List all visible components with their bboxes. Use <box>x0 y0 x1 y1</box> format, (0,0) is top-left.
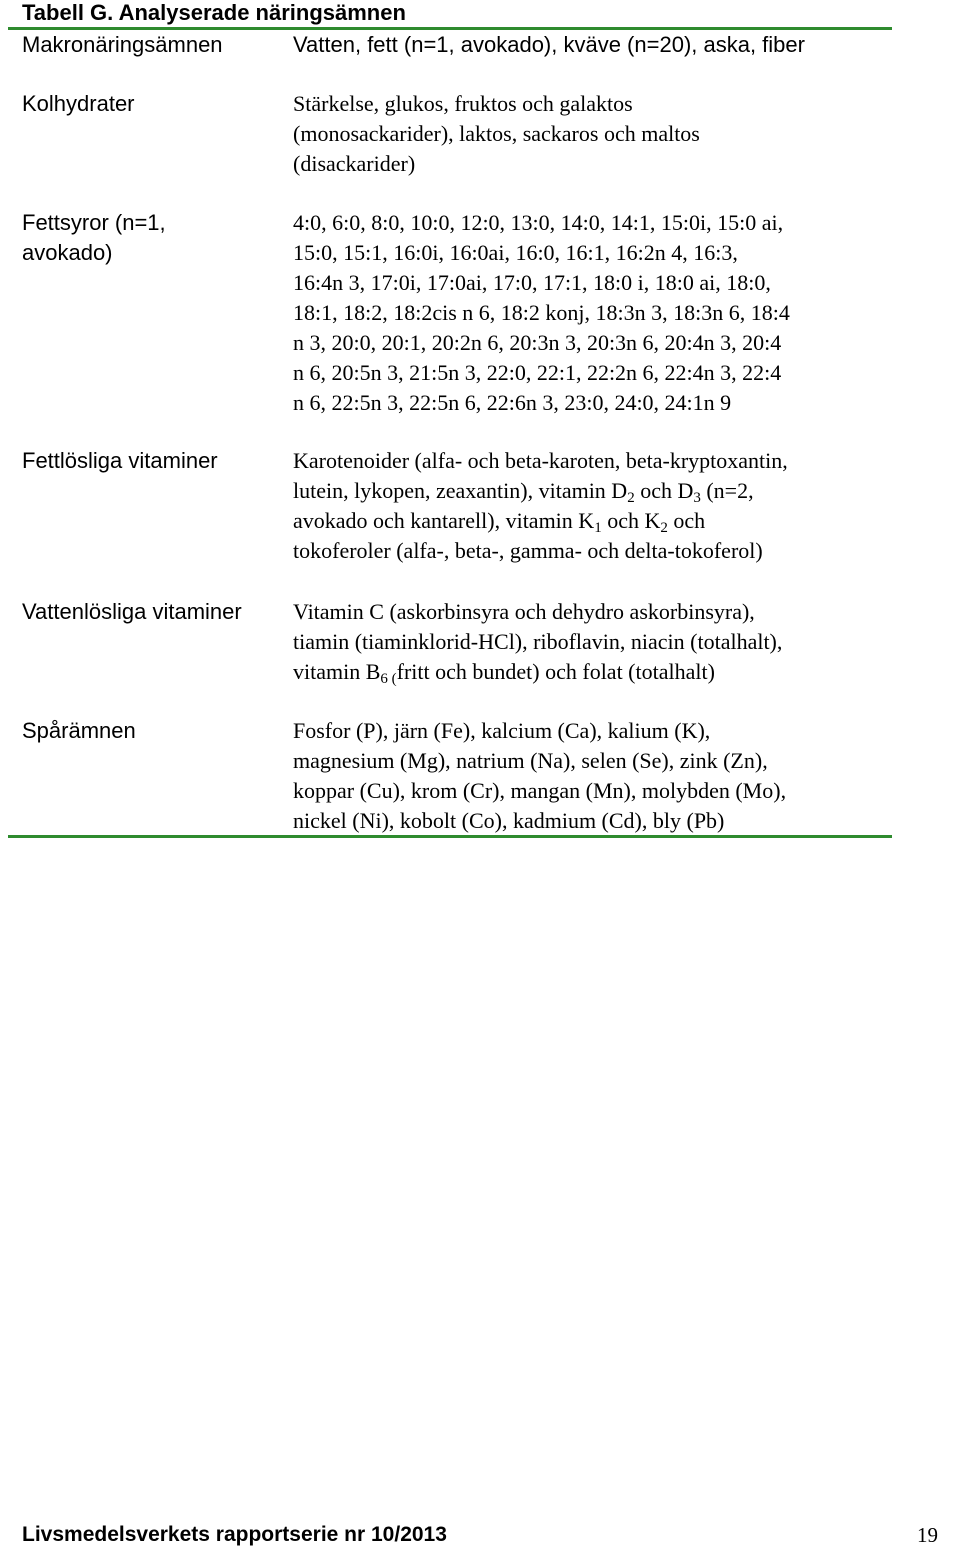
row-value-fettsyror: 4:0, 6:0, 8:0, 10:0, 12:0, 13:0, 14:0, 14:1, 15:0i, 15:0 ai, 15:0, 15:1, 16:0i, 16:0ai, 16:0, 16:1, 16:2n 4, 16:3, 16:4n 3, 17:0i, 17:0ai, 17:0, 17:1, 18:0 i, 18:0 ai, 18:0, 18:1, 18:2, 18:2cis n 6, 18:2 konj, 18:3n 3, 18:3n 6, 18:4 n 3, 20:0, 20:1, 20:2n 6, 20:3n 3, 20:3n 6, 20:4n 3, 20:4 n 6, 20:5n 3, 21:5n 3, 22:0, 22:1, 22:2n 6, 22:4n 3, 22:4 n 6, 22:5n 3, 22:5n 6, 22:6n 3, 23:0, 24:0, 24:1n 9 <box>293 210 790 415</box>
row-value-makronaringsamnen: Vatten, fett (n=1, avokado), kväve (n=20), aska, fiber <box>293 32 805 57</box>
table-bottom-rule <box>8 835 892 838</box>
row-label-fettlosliga-vitaminer: Fettlösliga vitaminer <box>22 448 218 473</box>
row-label-fettsyror: Fettsyror (n=1, avokado) <box>22 210 166 265</box>
row-label-makronaringsamnen: Makronäringsämnen <box>22 32 223 57</box>
vitamin-k-line: avokado och kantarell), vitamin $K_1$ och $K_2$ och <box>293 508 706 536</box>
table-title: Tabell G. Analyserade näringsämnen <box>22 0 406 25</box>
row-label-sparamnen: Spårämnen <box>22 718 136 743</box>
row-label-kolhydrater: Kolhydrater <box>22 91 135 116</box>
row-value-vattenlosliga-vitaminer: Vitamin C (askorbinsyra och dehydro askorbinsyra), tiamin (tiaminklorid-HCl), riboflavin, niacin (totalhalt), vitamin $B_{6 (}fritt$ och bundet) och folat (totalhalt) <box>293 597 888 687</box>
vitamin-d-line: lutein, lykopen, zeaxantin), vitamin $D_2$ och $D_3$ (n=2, <box>293 478 754 506</box>
row-label-vattenlosliga-vitaminer: Vattenlösliga vitaminer <box>22 599 242 624</box>
row-value-sparamnen: Fosfor (P), järn (Fe), kalcium (Ca), kalium (K), magnesium (Mg), natrium (Na), selen (Se), zink (Zn), koppar (Cu), krom (Cr), mangan (Mn), molybden (Mo), nickel (Ni), kobolt (Co), kadmium (Cd), bly (Pb) <box>293 718 787 833</box>
footer-series-title: Livsmedelsverkets rapportserie nr 10/2013 <box>22 1523 447 1546</box>
footer-page-number: 19 <box>917 1523 938 1547</box>
row-value-kolhydrater: Stärkelse, glukos, fruktos och galaktos (monosackarider), laktos, sackaros och maltos (disackarider) <box>293 91 700 176</box>
vitamin-b6-line: vitamin $B_{6 (}fritt$ och bundet) och folat (totalhalt) <box>293 659 715 687</box>
row-value-fettlosliga-vitaminer: Karotenoider (alfa- och beta-karoten, beta-kryptoxantin, lutein, lykopen, zeaxantin), vitamin $D_2$ och $D_3$ (n=2, avokado och kantarell), vitamin $K_1$ och $K_2$ och tokoferoler (alfa-, beta-, gamma- och delta-tokoferol) <box>293 446 888 566</box>
